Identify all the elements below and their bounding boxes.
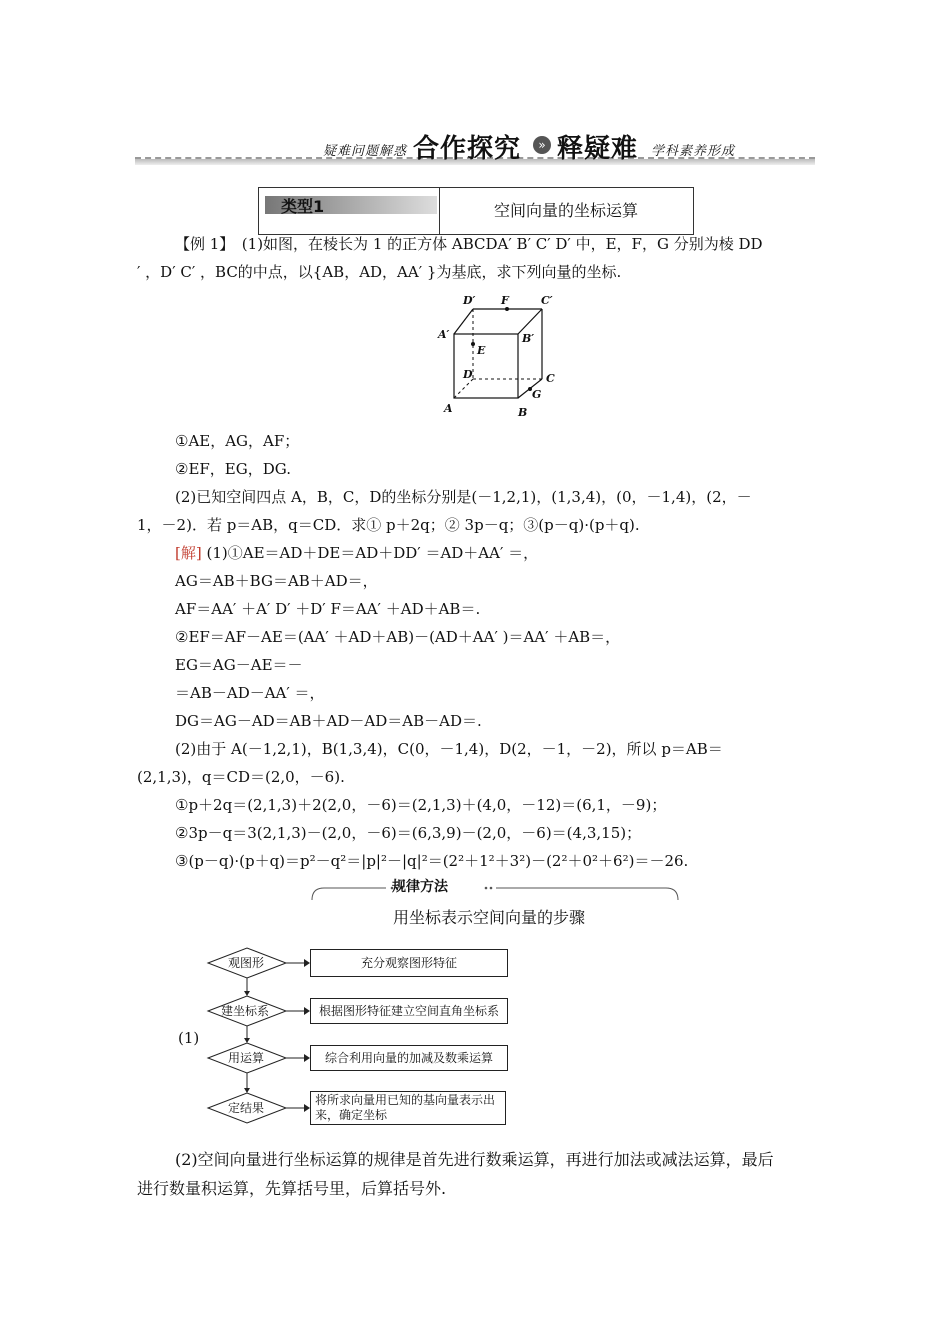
- banner-left-text: 疑难问题解惑: [323, 144, 408, 159]
- solution-line-10: ①p＋2q＝(2,1,3)＋2(2,0，－6)＝(2,1,3)＋(4,0，－12)＝(6,1，－9)；: [175, 796, 667, 814]
- banner-arrow-icon: »: [533, 136, 551, 154]
- flow-item-1: (1): [178, 1029, 200, 1047]
- label-G: G: [532, 388, 542, 401]
- flow-detail-4: 将所求向量用已知的基向量表示出来，确定坐标: [310, 1091, 506, 1125]
- solution-line-8: (2)由于 A(－1,2,1)，B(1,3,4)，C(0，－1,4)，D(2，－1，－2)，所以 p＝AB＝: [175, 740, 723, 758]
- question-2: ②EF，EG，DG.: [175, 460, 291, 478]
- type-title: 空间向量的坐标运算: [493, 201, 638, 220]
- label-D1: D′: [463, 294, 476, 307]
- solution-line-3: AF＝AA′ ＋A′ D′ ＋D′ F＝AA′ ＋AD＋AB＝.: [175, 600, 481, 618]
- label-C1: C′: [541, 294, 553, 307]
- label-E: E: [477, 344, 486, 357]
- example-line-3: (2)已知空间四点 A，B，C，D的坐标分别是(－1,2,1)，(1,3,4)，(0，－1,4)，(2，－: [175, 488, 752, 506]
- flow-step-4: 定结果: [228, 1101, 265, 1115]
- method-title: 用坐标表示空间向量的步骤: [393, 908, 586, 927]
- example-line-4: 1，－2)．若 p＝AB，q＝CD．求① p＋2q；② 3p－q；③(p－q)·(p＋q).: [137, 516, 640, 534]
- label-A1: A′: [438, 328, 450, 341]
- method-header-frame: [306, 880, 684, 902]
- cube-figure: [435, 290, 565, 425]
- flow-detail-1: 充分观察图形特征: [310, 949, 508, 977]
- solution-line-11: ②3p－q＝3(2,1,3)－(2,0，－6)＝(6,3,9)－(2,0，－6)＝(4,3,15)；: [175, 824, 642, 842]
- question-1: ①AE，AG，AF；: [175, 432, 300, 450]
- label-F: F: [501, 294, 509, 307]
- type-tag: [259, 188, 440, 234]
- flow-step-2: 建坐标系: [221, 1004, 270, 1018]
- example-line-1: 【例 1】 (1)如图，在棱长为 1 的正方体 ABCDA′ B′ C′ D′ 中，E，F，G 分别为棱 DD: [175, 235, 763, 253]
- label-B: B: [518, 406, 528, 419]
- flow-step-3: 用运算: [228, 1051, 265, 1065]
- banner-title-1: 合作探究: [413, 134, 522, 164]
- flow-detail-2: 根据图形特征建立空间直角坐标系: [310, 998, 508, 1024]
- solution-line-4: ②EF＝AF－AE＝(AA′ ＋AD＋AB)－(AD＋AA′ )＝AA′ ＋AB＝，: [175, 628, 621, 646]
- solution-line-12: ③(p－q)·(p＋q)＝p²－q²＝|p|²－|q|²＝(2²＋1²＋3²)－(2²＋0²＋6²)＝－26.: [175, 852, 689, 870]
- flow-detail-3: 综合利用向量的加减及数乘运算: [310, 1045, 508, 1071]
- type-box: [258, 187, 694, 235]
- solution-tag: [解]: [175, 544, 202, 562]
- solution-line-9: (2,1,3)，q＝CD＝(2,0，－6).: [137, 768, 345, 786]
- banner-right-text: 学科素养形成: [651, 144, 736, 159]
- solution-line-5: EG＝AG－AE＝－: [175, 656, 303, 674]
- solution-line-6: ＝AB－AD－AA′ ＝，: [175, 684, 325, 702]
- label-B1: B′: [522, 332, 535, 345]
- flow-step-1: 观图形: [228, 956, 265, 970]
- method-para-2a: (2)空间向量进行坐标运算的规律是首先进行数乘运算，再进行加法或减法运算，最后: [175, 1150, 774, 1169]
- banner-title-2: 释疑难: [557, 134, 639, 164]
- section-banner: [135, 126, 815, 168]
- solution-line-7: DG＝AG－AD＝AB＋AD－AD＝AB－AD＝.: [175, 712, 482, 730]
- method-para-2b: 进行数量积运算，先算括号里，后算括号外.: [137, 1179, 447, 1198]
- solution-line-2: AG＝AB＋BG＝AB＋AD＝，: [175, 572, 378, 590]
- method-header: 规律方法: [392, 879, 448, 895]
- label-D: D: [463, 368, 473, 381]
- example-line-2: ′ ，D′ C′ ，BC的中点，以{AB，AD，AA′ }为基底，求下列向量的坐标.: [137, 263, 622, 281]
- solution-line-1: [解] (1)①AE＝AD＋DE＝AD＋DD′ ＝AD＋AA′ ＝，: [175, 544, 539, 562]
- label-C: C: [546, 372, 555, 385]
- type-tag-label: 类型1: [281, 197, 325, 216]
- label-A: A: [444, 402, 453, 415]
